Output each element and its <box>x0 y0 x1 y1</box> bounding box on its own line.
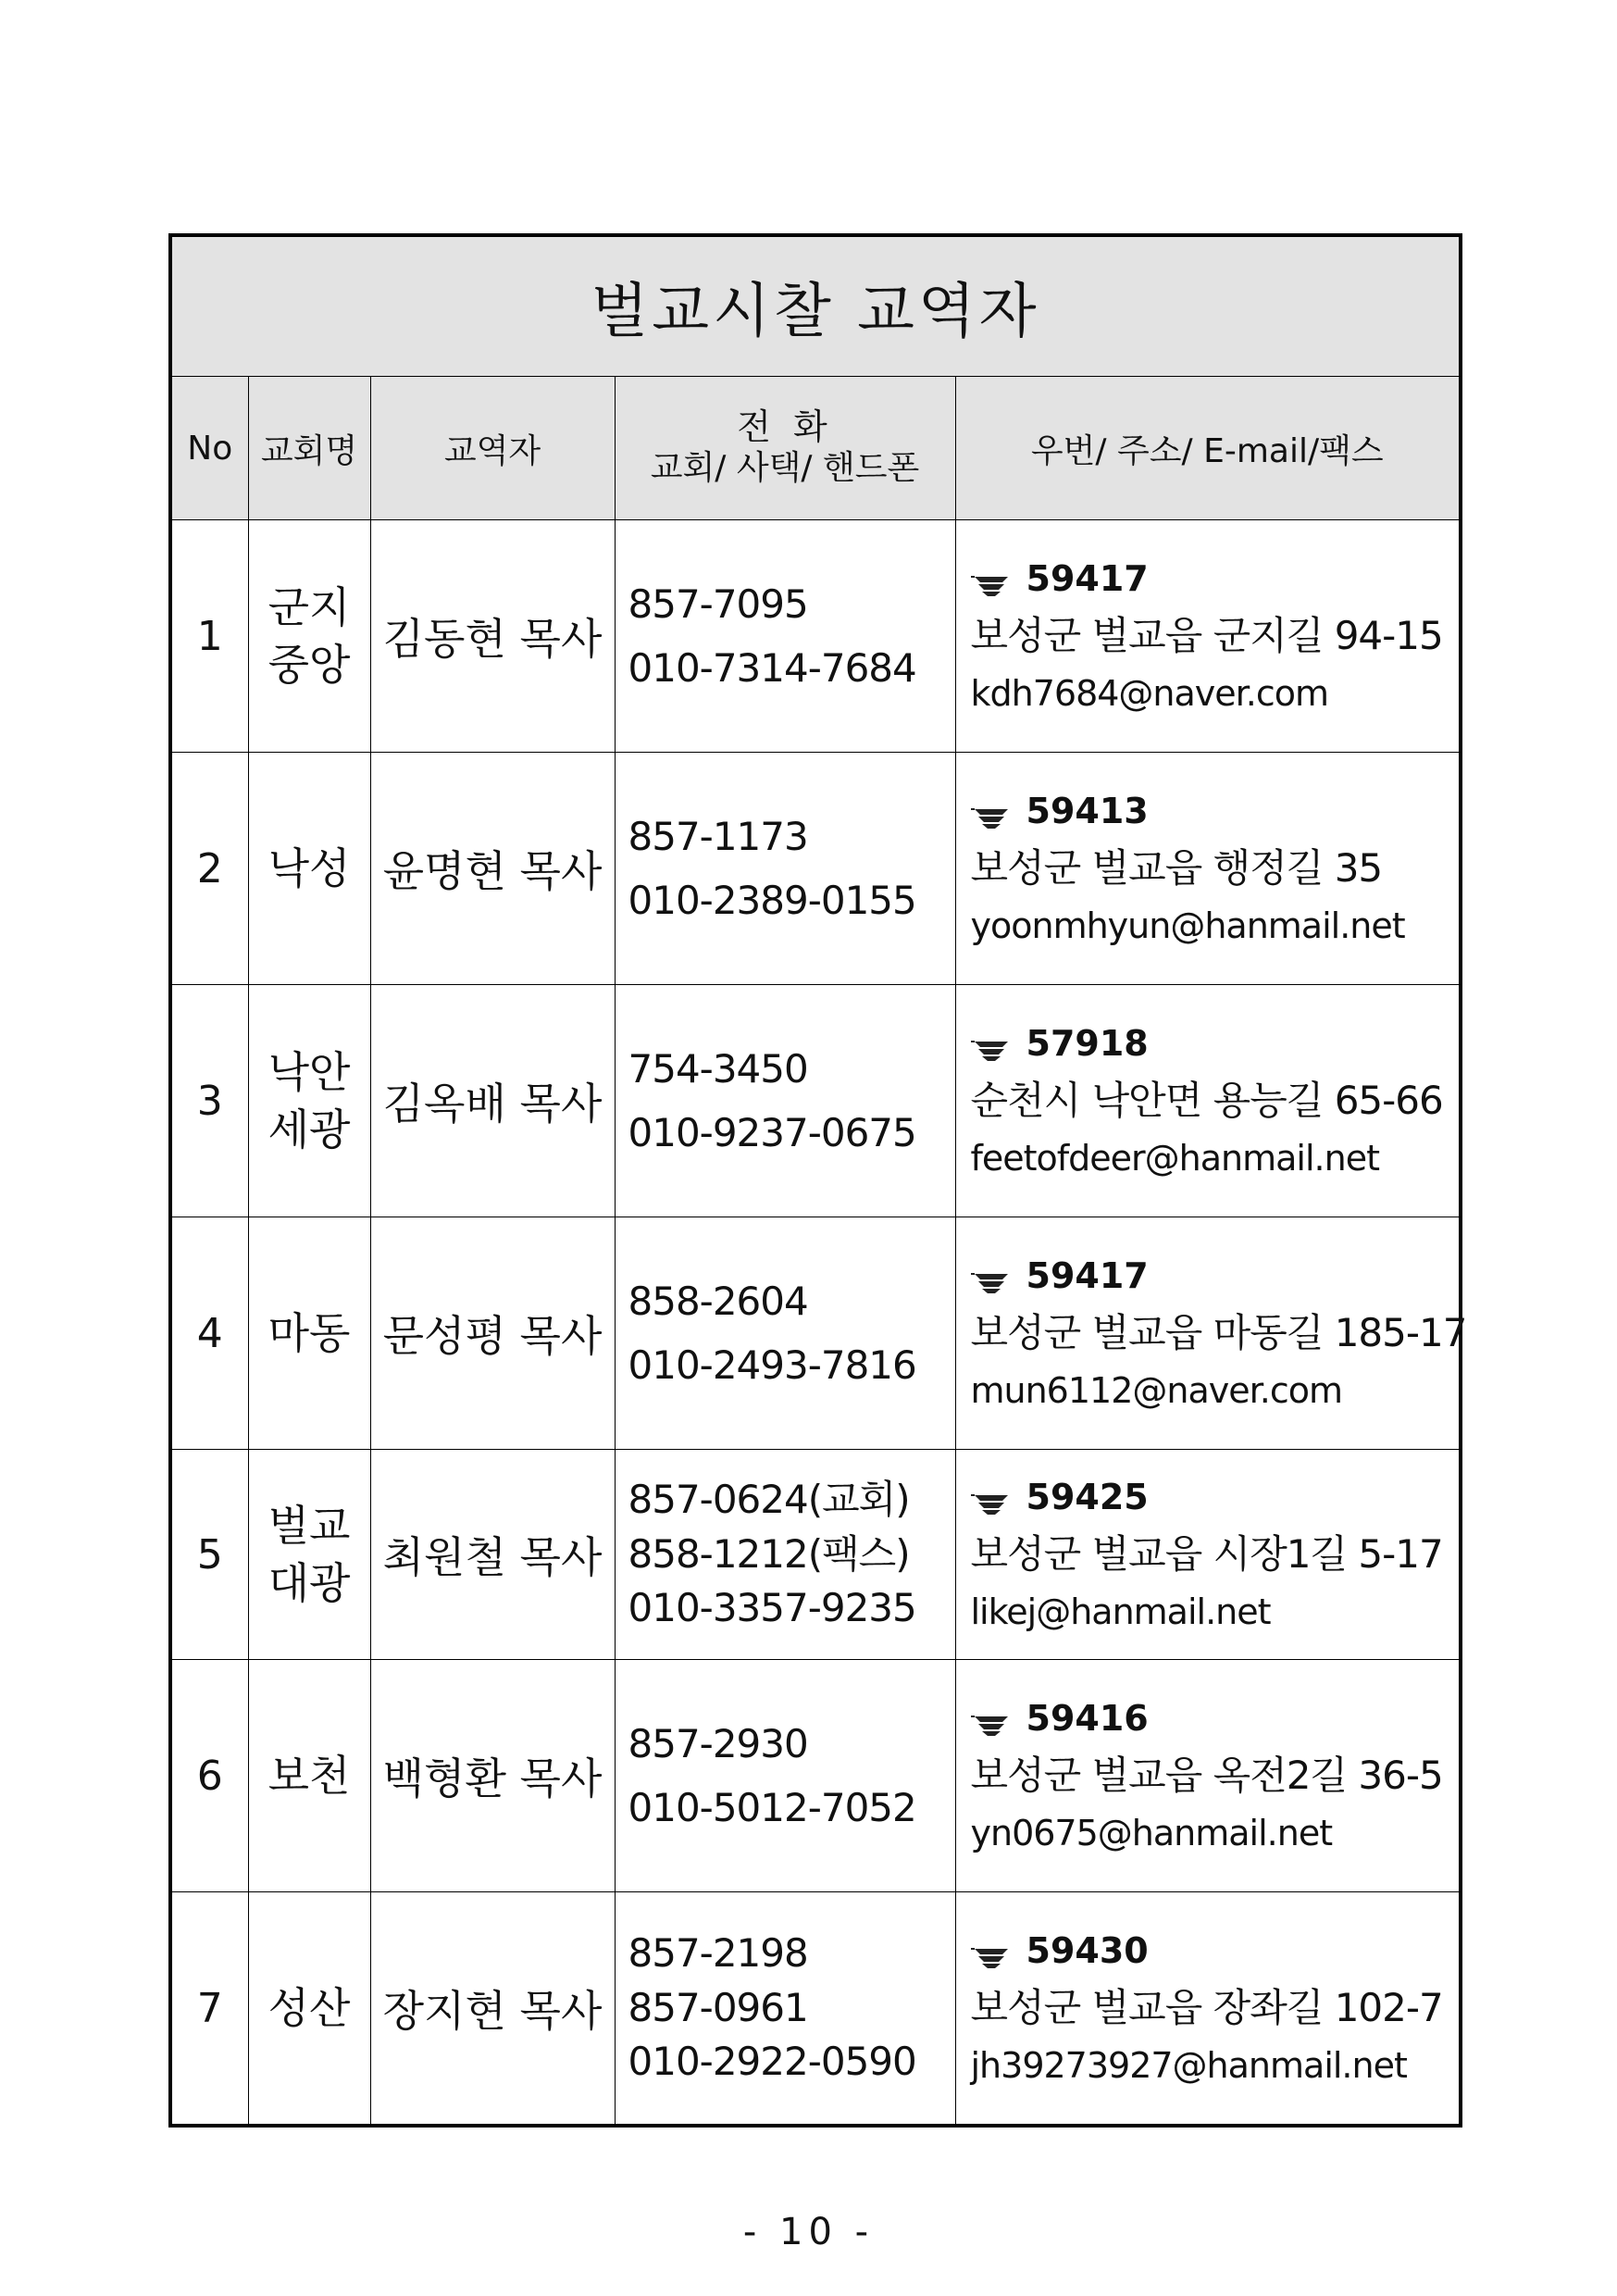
cell-no: 6 <box>170 1660 248 1892</box>
zip-line <box>971 784 1460 839</box>
zip-code: 57918 <box>1026 1022 1149 1064</box>
cell-address <box>955 1660 1461 1892</box>
postal-mail-icon <box>971 1946 1012 1970</box>
street-address: 보성군 벌교읍 장좌길 102-7 <box>970 1985 1443 2031</box>
street-address: 순천시 낙안면 용능길 65-66 <box>970 1078 1443 1124</box>
table-row <box>170 1450 1461 1660</box>
phone-number: 010-7314-7684 <box>628 645 916 691</box>
table-row <box>170 753 1461 985</box>
cell-church <box>248 1217 370 1450</box>
minister-directory-table <box>168 233 1467 2128</box>
zip-code: 59413 <box>1026 790 1149 831</box>
phone-number: 857-0961 <box>628 1984 808 2030</box>
cell-address <box>955 753 1461 985</box>
phone-number: 754-3450 <box>628 1045 808 1092</box>
cell-phone <box>615 1217 955 1450</box>
email-address[interactable]: feetofdeer@hanmail.net <box>970 1137 1379 1179</box>
phone-number: 857-2198 <box>628 1929 808 1976</box>
header-phone <box>615 377 955 520</box>
church-name-part: 벌교 <box>267 1500 351 1551</box>
phone-number: 857-7095 <box>628 580 808 627</box>
phone-number: 010-2922-0590 <box>628 2039 916 2085</box>
phone-number: 010-3357-9235 <box>628 1585 916 1631</box>
header-row <box>170 377 1461 520</box>
cell-phone <box>615 1450 955 1660</box>
postal-mail-icon <box>971 1492 1012 1516</box>
cell-church <box>248 753 370 985</box>
cell-no: 7 <box>170 1892 248 2127</box>
cell-minister: 문성평 목사 <box>370 1217 615 1450</box>
email-address[interactable]: likej@hanmail.net <box>970 1591 1271 1632</box>
zip-code: 59417 <box>1026 557 1149 599</box>
cell-minister: 백형환 목사 <box>370 1660 615 1892</box>
cell-church <box>248 1660 370 1892</box>
table-body <box>170 520 1467 2127</box>
zip-code: 59417 <box>1026 1254 1149 1296</box>
table-row <box>170 520 1461 753</box>
cell-minister: 김동현 목사 <box>370 520 615 753</box>
street-address: 보성군 벌교읍 행정길 35 <box>970 845 1383 892</box>
header-church: 교회명 <box>248 377 370 520</box>
cell-church <box>248 520 370 753</box>
cell-phone <box>615 520 955 753</box>
cell-no: 2 <box>170 753 248 985</box>
cell-church <box>248 1450 370 1660</box>
postal-mail-icon <box>971 574 1012 598</box>
header-phone-bottom: 교회/ 사택/ 핸드폰 <box>650 449 920 488</box>
phone-number: 857-2930 <box>628 1720 808 1766</box>
phone-number: 010-5012-7052 <box>628 1785 916 1830</box>
church-name-part: 낙안 <box>267 1046 351 1097</box>
email-address[interactable]: kdh7684@naver.com <box>970 672 1329 714</box>
phone-number: 857-1173 <box>628 813 808 859</box>
header-no: No <box>170 377 248 520</box>
cell-address <box>955 985 1461 1217</box>
phone-number: 010-9237-0675 <box>628 1110 916 1155</box>
cell-phone <box>615 985 955 1217</box>
zip-line <box>971 1470 1460 1525</box>
cell-phone <box>615 1892 955 2127</box>
table-title: 벌교시찰 교역자 <box>170 235 1461 377</box>
cell-no: 1 <box>170 520 248 753</box>
street-address: 보성군 벌교읍 시장1길 5-17 <box>970 1531 1443 1578</box>
header-minister: 교역자 <box>370 377 615 520</box>
zip-code: 59425 <box>1026 1476 1149 1517</box>
cell-no: 4 <box>170 1217 248 1450</box>
cell-minister: 김옥배 목사 <box>370 985 615 1217</box>
street-address: 보성군 벌교읍 마동길 185-17 <box>970 1310 1467 1356</box>
zip-line <box>971 1017 1460 1071</box>
phone-number: 858-2604 <box>628 1278 808 1324</box>
postal-mail-icon <box>971 1039 1012 1063</box>
cell-address <box>955 520 1461 753</box>
cell-church <box>248 1892 370 2127</box>
zip-line <box>971 1924 1460 1978</box>
zip-line <box>971 1691 1460 1746</box>
email-address[interactable]: mun6112@naver.com <box>970 1369 1343 1411</box>
cell-minister: 장지현 목사 <box>370 1892 615 2127</box>
cell-address <box>955 1450 1461 1660</box>
cell-minister: 최원철 목사 <box>370 1450 615 1660</box>
postal-mail-icon <box>971 806 1012 830</box>
email-address[interactable]: jh39273927@hanmail.net <box>970 2044 1407 2086</box>
phone-number: 858-1212(팩스) <box>628 1530 910 1577</box>
cell-no: 3 <box>170 985 248 1217</box>
postal-mail-icon <box>971 1714 1012 1738</box>
street-address: 보성군 벌교읍 군지길 94-15 <box>970 613 1443 659</box>
church-name-part: 세광 <box>267 1104 351 1154</box>
zip-line <box>971 552 1460 606</box>
church-name-part: 중앙 <box>267 640 351 690</box>
table-row <box>170 1660 1461 1892</box>
cell-address <box>955 1217 1467 1450</box>
church-name-part: 낙성 <box>267 842 351 893</box>
cell-no: 5 <box>170 1450 248 1660</box>
cell-phone <box>615 1660 955 1892</box>
cell-phone <box>615 753 955 985</box>
church-name-part: 군지 <box>267 581 351 632</box>
cell-church <box>248 985 370 1217</box>
header-phone-top: 전 화 <box>737 406 833 447</box>
page-number: - 10 - <box>742 2211 875 2253</box>
phone-number: 010-2389-0155 <box>628 878 916 923</box>
church-name-part: 성산 <box>267 1982 351 2033</box>
postal-mail-icon <box>971 1271 1012 1295</box>
church-name-part: 마동 <box>267 1307 351 1358</box>
street-address: 보성군 벌교읍 옥전2길 36-5 <box>970 1753 1443 1799</box>
zip-code: 59430 <box>1026 1929 1149 1971</box>
email-address[interactable]: yn0675@hanmail.net <box>970 1812 1333 1853</box>
table-row <box>170 985 1461 1217</box>
zip-line <box>971 1249 1460 1304</box>
church-name-part: 대광 <box>267 1558 351 1608</box>
table-row <box>170 1217 1461 1450</box>
church-name-part: 보천 <box>267 1750 351 1801</box>
phone-number: 010-2493-7816 <box>628 1342 916 1388</box>
zip-code: 59416 <box>1026 1697 1149 1739</box>
cell-minister: 윤명현 목사 <box>370 753 615 985</box>
header-address: 우번/ 주소/ E-mail/팩스 <box>955 377 1461 520</box>
email-address[interactable]: yoonmhyun@hanmail.net <box>970 905 1405 946</box>
table-row <box>170 1892 1461 2127</box>
cell-address <box>955 1892 1461 2127</box>
phone-number: 857-0624(교회) <box>628 1476 910 1522</box>
